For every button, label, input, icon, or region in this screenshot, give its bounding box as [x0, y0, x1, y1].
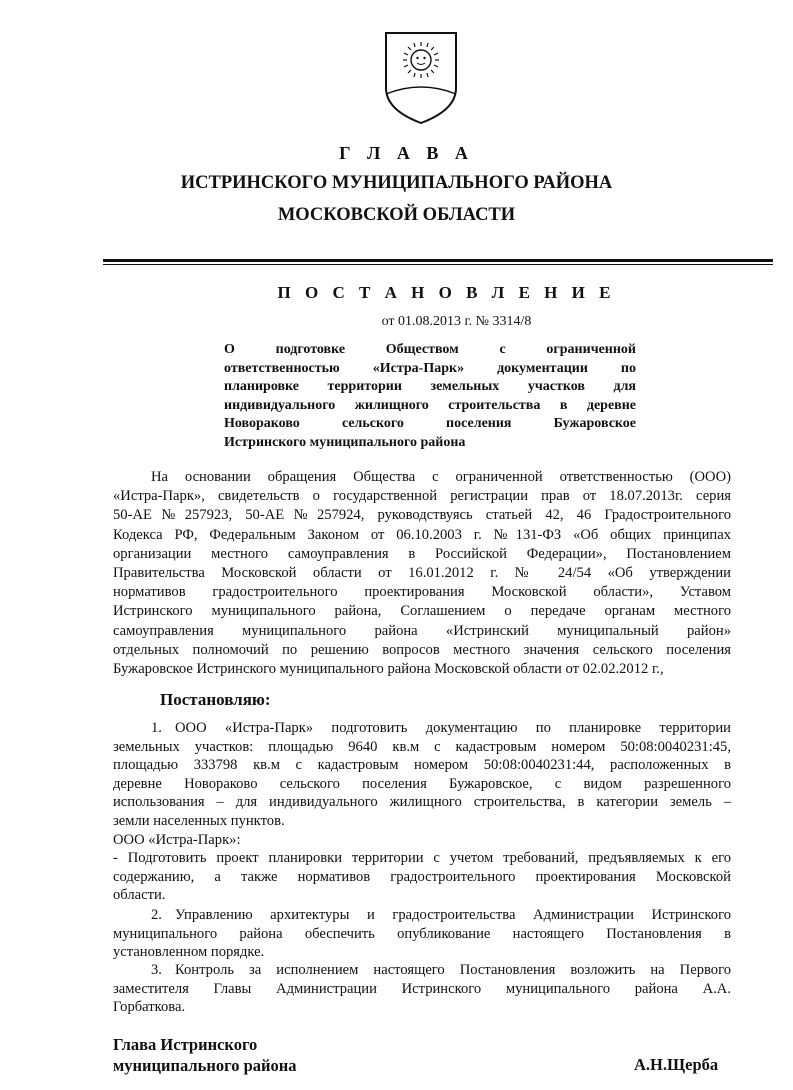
item-line [113, 906, 731, 925]
item-sub-intro: ООО «Истра-Парк»: [113, 831, 241, 848]
item-text: Контроль за исполнением настоящего Постановления возложить на Первого [175, 962, 731, 978]
item-text: Управлению архитектуры и градостроительства Администрации Истринского [175, 907, 731, 923]
basis-line: Кодекса РФ, Федеральным Законом от 06.10.2003 г. №131-ФЗ «Об общих принципах [113, 526, 731, 543]
subject-line: О подготовке Обществом с ограниченной [224, 342, 636, 357]
decree-heading: Постановляю: [160, 690, 271, 709]
subject-line: Новораково сельского поселения Бужаровское [224, 416, 636, 431]
item-line: земли населенных пунктов. [113, 812, 285, 829]
header-district: ИСТРИНСКОГО МУНИЦИПАЛЬНОГО РАЙОНА [180, 173, 613, 193]
item-text: ООО «Истра-Парк» подготовить документацию по планировке территории [175, 720, 731, 736]
legal-basis-paragraph [113, 468, 731, 679]
header-region: МОСКОВСКОЙ ОБЛАСТИ [277, 205, 516, 225]
basis-line: организации местного самоуправления в Российской Федерации», Постановлением [113, 545, 731, 562]
sun-icon [403, 42, 439, 78]
item-line: использования – для индивидуального жилищного строительства, в категории земель – [113, 794, 731, 811]
item-line: муниципального района обеспечить опубликование настоящего Постановления в [113, 925, 731, 942]
document-subject [224, 341, 636, 452]
document-type-title: П О С Т А Н О В Л Е Н И Е [277, 283, 616, 302]
item-line: деревне Новораково сельского поселения Бужаровское, с видом разрешенного [113, 775, 731, 792]
item-line [113, 961, 731, 980]
decree-item-2 [113, 906, 731, 962]
item-number: 3. [151, 962, 162, 978]
basis-line: «Истра-Парк», свидетельств о государственной регистрации прав от 18.07.2013г. серия [113, 488, 731, 505]
header-divider-thick [103, 259, 773, 262]
header-title: Г Л А В А [339, 143, 474, 163]
basis-line: 50-АЕ№257923, 50-АЕ№257924, руководствуясь статьей 42, 46 Градостроительного [113, 507, 731, 524]
subject-line: планировке территории земельных участков для [224, 379, 636, 394]
signatory-name: А.Н.Щерба [634, 1055, 719, 1074]
basis-line: На основании обращения Общества с ограниченной ответственностью (ООО) [151, 469, 731, 485]
basis-line: Правительства Московской области от 16.01.2012 г. № 24/54 «Об утверждении [113, 565, 731, 582]
item-line: площадью 333798 кв.м с кадастровым номером 50:08:0040231:44, расположенных в [113, 757, 731, 774]
document-date-number: от 01.08.2013 г. № 3314/8 [381, 314, 532, 329]
subject-line: ответственностью «Истра-Парк» документации по [224, 360, 636, 376]
basis-line: нормативов градостроительного проектирования Московской области», Уставом [113, 584, 731, 601]
coat-of-arms-emblem [383, 30, 459, 126]
subject-line: Истринского муниципального района [224, 434, 466, 450]
decree-item-3 [113, 961, 731, 1017]
item-line: земельных участков: площадью 9640 кв.м с кадастровым номером 50:08:0040231:45, [113, 738, 731, 755]
header-divider-thin [103, 264, 773, 265]
basis-line: отдельных полномочий по решению вопросов местного значения сельского поселения [113, 641, 731, 658]
signatory-title-line: Глава Истринского [113, 1035, 258, 1054]
signatory-title [113, 1034, 297, 1076]
item-line: области. [113, 887, 166, 904]
item-line [113, 719, 731, 738]
item-line: Горбаткова. [113, 999, 186, 1016]
item-line: установленном порядке. [113, 944, 265, 961]
item-number: 2. [151, 907, 162, 923]
basis-line: Бужаровское Истринского муниципального района Московской области от 02.02.2012 г., [113, 661, 664, 678]
decree-item-1 [113, 719, 731, 905]
item-line: содержанию, а также нормативов градостроительного проектирования Московской [113, 868, 731, 885]
item-line: - Подготовить проект планировки территории с учетом требований, предъявляемых к его [113, 850, 731, 867]
signatory-title-line: муниципального района [113, 1056, 297, 1075]
basis-line: Истринского муниципального района, Соглашением о передаче органам местного [113, 603, 731, 620]
basis-line: самоуправления муниципального района «Истринский муниципальный район» [113, 622, 731, 639]
item-line: заместителя Главы Администрации Истринского муниципального района А.А. [113, 980, 731, 997]
item-number: 1. [151, 720, 162, 736]
subject-line: индивидуального жилищного строительства в деревне [224, 397, 636, 413]
